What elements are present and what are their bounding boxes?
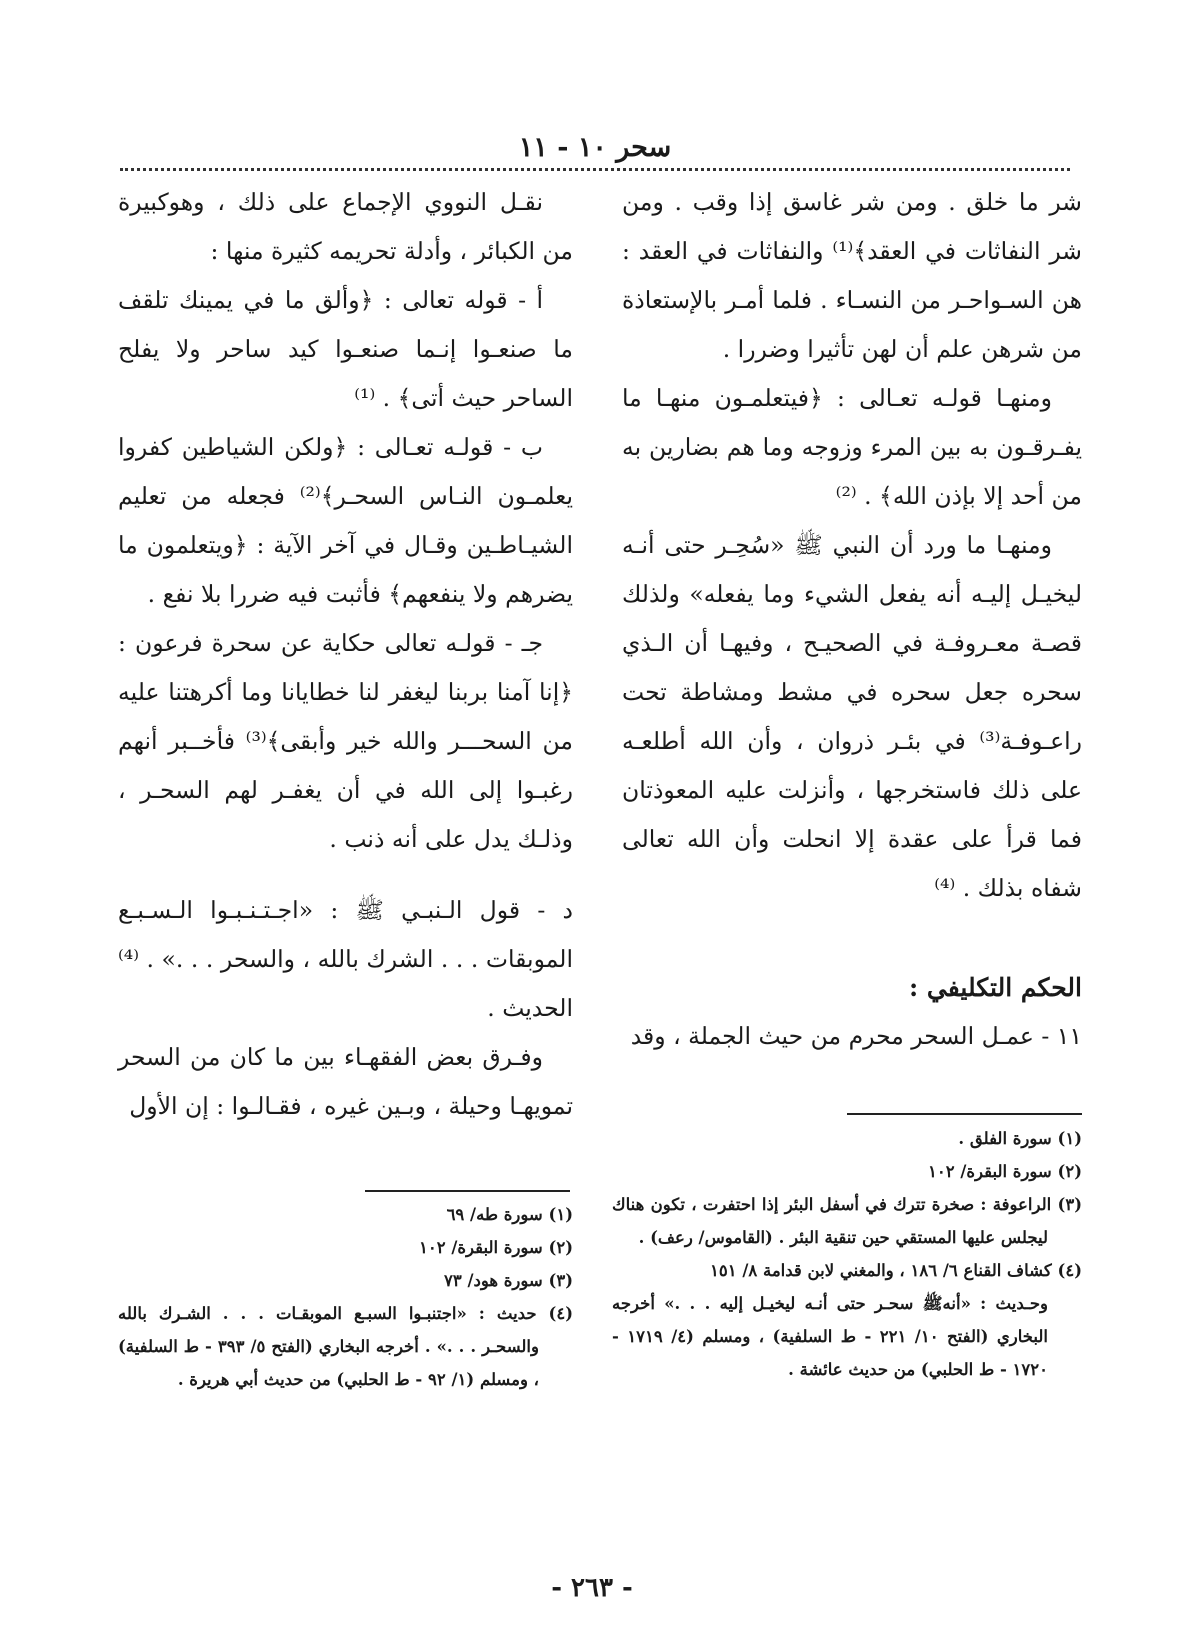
footnote-rule-left	[365, 1190, 570, 1192]
footnote-right-1: (١) سورة الفلق .	[958, 1129, 1082, 1148]
left-paragraph-4: جـ - قولـه تعالى حكاية عن سحرة فرعون : ﴿إنا آمنا بربنا ليغفر لنا خطايانا وما أكرهتنا عليه من السحـــر والله خير وأبقى﴾⁽³⁾ فأخــبر أنهم رغبـوا إلى الله في أن يغفـر لهم السحـر ، وذلـك يدل على أنه ذنب .	[118, 629, 573, 853]
section-heading: الحكم التكليفي :	[909, 973, 1082, 1002]
left-paragraph-6: وفـرق بعض الفقهـاء بين ما كان من السحر تمويهـا وحيلة ، وبـين غيره ، فقـالـوا : إن الأول	[118, 1043, 573, 1120]
header-dotted-rule	[120, 168, 1070, 171]
footnotes-right	[612, 1122, 1082, 1386]
right-paragraph-4: ١١ - عمـل السحر محرم من حيث الجملة ، وقد	[630, 1022, 1082, 1050]
footnote-right-3: (٣) الراعوفة : صخرة تترك في أسفل البئر إذا احتفرت ، تكون هناك ليجلس عليها المستقي حين تنقية البئر . (القاموس/ رعف) .	[612, 1195, 1082, 1247]
left-paragraph-5: د - قول الـنبـي ﷺ : «اجـتـنـبـوا الـسـبـع الموبقات . . . الشرك بالله ، والسحر . . .» . ⁽⁴⁾ الحديث .	[118, 896, 573, 1022]
footnote-right-2: (٢) سورة البقرة/ ١٠٢	[928, 1162, 1082, 1181]
left-column	[118, 178, 573, 1131]
footnotes-left	[118, 1198, 573, 1396]
footnote-left-2: (٢) سورة البقرة/ ١٠٢	[419, 1238, 573, 1257]
spacer	[622, 913, 1082, 963]
spacer	[118, 864, 573, 886]
left-paragraph-1: نقـل النووي الإجماع على ذلك ، وهوكبيرة من الكبائر ، وأدلة تحريمه كثيرة منها :	[118, 188, 573, 265]
left-paragraph-3: ب - قولـه تعـالى : ﴿ولكن الشياطين كفروا يعلمـون النـاس السحـر﴾⁽²⁾ فجعله من تعليم الشيـاطـين وقـال في آخر الآية : ﴿ويتعلمون ما يضرهم ولا ينفعهم﴾ فأثبت فيه ضررا بلا نفع .	[118, 433, 573, 608]
left-paragraph-2: أ - قوله تعالى : ﴿وألق ما في يمينك تلقف ما صنعـوا إنـما صنعـوا كيد ساحر ولا يفلح الساحر حيث أتى﴾ . ⁽¹⁾	[118, 286, 573, 412]
page-number: - ٢٦٣ -	[551, 1573, 633, 1603]
running-header: سحر ١٠ - ١١	[518, 132, 672, 163]
right-paragraph-2: ومنهـا قولـه تعـالى : ﴿فيتعلمـون منهـا ما يفـرقـون به بين المرء وزوجه وما هم بضارين به من أحد إلا بإذن الله﴾ . ⁽²⁾	[622, 384, 1082, 510]
right-paragraph-3: ومنهـا ما ورد أن النبي ﷺ «سُحِـر حتى أنـه ليخيـل إليـه أنه يفعل الشيء وما يفعله» ولذلك قصـة معـروفـة في الصحيـح ، وفيهـا أن الـذي سحره جعل سحره في مشط ومشاطة تحت راعـوفـة⁽³⁾ في بئـر ذروان ، وأن الله أطلعـه على ذلك فاستخرجها ، وأنزلت عليه المعوذتان فما قرأ على عقدة إلا انحلت وأن الله تعالى شفاه بذلك . ⁽⁴⁾	[622, 531, 1082, 902]
footnote-rule-right	[847, 1113, 1082, 1115]
right-paragraph-1: شر ما خلق . ومن شر غاسق إذا وقب . ومن شر النفاثات في العقد﴾⁽¹⁾ والنفاثات في العقد : هن السـواحـر من النسـاء . فلما أمـر بالإستعاذة من شرهن علم أن لهن تأثيرا وضررا .	[622, 188, 1082, 363]
footnote-right-4: (٤) كشاف القناع ٦/ ١٨٦ ، والمغني لابن قدامة ٨/ ١٥١	[710, 1261, 1082, 1280]
right-column	[622, 178, 1082, 1061]
footnote-left-1: (١) سورة طه/ ٦٩	[446, 1205, 573, 1224]
footnote-right-4-continued: وحـديث : «أنهﷺ سحـر حتى أنـه ليخيـل إليه . . .» أخرجه البخاري (الفتح ١٠/ ٢٢١ - ط السلفية) ، ومسلم (٤/ ١٧١٩ - ١٧٢٠ - ط الحلبي) من حديث عائشة .	[612, 1294, 1048, 1379]
footnote-left-4: (٤) حديث : «اجتنبـوا السبـع الموبقـات . . . الشـرك بالله والسحـر . . .» . أخرجه البخاري (الفتح ٥/ ٣٩٣ - ط السلفية) ، ومسلم (١/ ٩٢ - ط الحلبي) من حديث أبي هريرة .	[118, 1304, 573, 1389]
footnote-left-3: (٣) سورة هود/ ٧٣	[443, 1271, 573, 1290]
